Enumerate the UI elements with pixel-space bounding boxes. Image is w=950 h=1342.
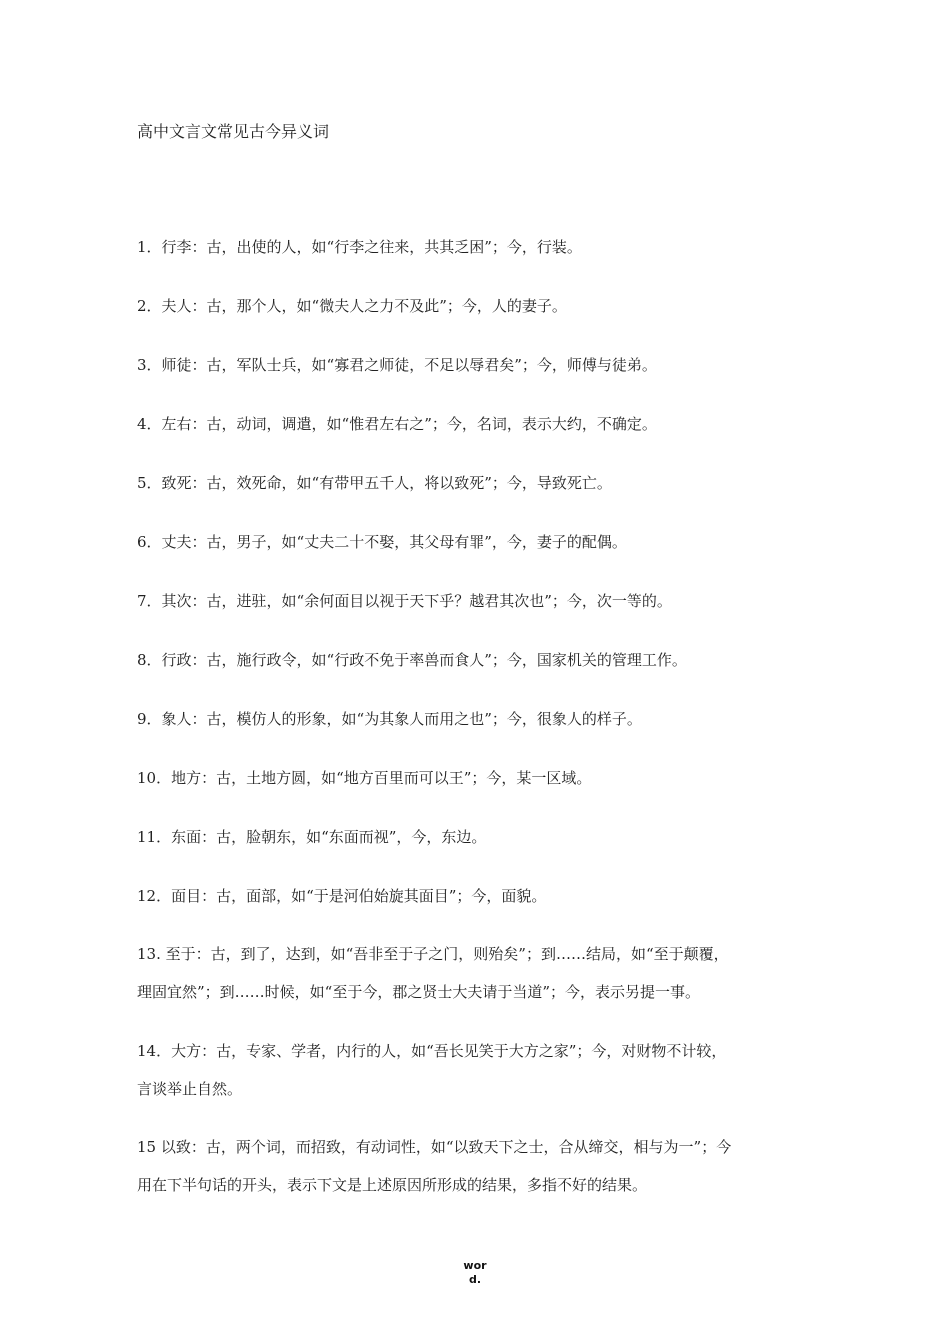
list-item <box>137 464 807 502</box>
entry-text-line: 5．致死：古，效死命，如“有带甲五千人，将以致死”；今，导致死亡。 <box>137 474 612 492</box>
list-item <box>137 818 807 856</box>
entry-text-line: 3．师徒：古，军队士兵，如“寡君之师徒，不足以辱君矣”；今，师傅与徒弟。 <box>137 356 657 374</box>
entry-text-line: 7．其次：古，进驻，如“余何面目以视于天下乎？越君其次也”；今，次一等的。 <box>137 592 672 610</box>
list-item <box>137 405 807 443</box>
list-item <box>137 346 807 384</box>
entry-text-line: 1．行李：古，出使的人，如“行李之往来，共其乏困”；今，行装。 <box>137 238 582 256</box>
footer-text-line-2: d. <box>468 1273 482 1286</box>
footer-text-line-1: wor <box>463 1259 487 1272</box>
entry-text-line: 12．面目：古，面部，如“于是河伯始旋其面目”；今，面貌。 <box>137 887 547 905</box>
list-item <box>137 700 807 738</box>
list-item <box>137 582 807 620</box>
entry-text-line: 8．行政：古，施行政令，如“行政不免于率兽而食人”；今，国家机关的管理工作。 <box>137 651 687 669</box>
entry-text-line: 用在下半句话的开头，表示下文是上述原因所形成的结果，多指不好的结果。 <box>137 1176 648 1194</box>
entry-text-line: 6．丈夫：古，男子，如“丈夫二十不娶，其父母有罪”，今，妻子的配偶。 <box>137 533 627 551</box>
list-item <box>137 641 807 679</box>
entry-text-line: 4．左右：古，动词，调遣，如“惟君左右之”；今，名词，表示大约，不确定。 <box>137 415 657 433</box>
entry-text-line: 9．象人：古，模仿人的形象，如“为其象人而用之也”；今，很象人的样子。 <box>137 710 642 728</box>
list-item <box>137 877 807 915</box>
entry-text-line: 14．大方：古，专家、学者，内行的人，如“吾长见笑于大方之家”；今，对财物不计较， <box>137 1042 727 1060</box>
entry-text-line: 15 以致：古，两个词，而招致，有动词性，如“以致天下之士，合从缔交，相与为一”；今 <box>137 1138 732 1156</box>
list-item <box>137 1032 807 1108</box>
list-item <box>137 287 807 325</box>
list-item <box>137 228 807 266</box>
page-title: 高中文言文常见古今异义词 <box>137 122 330 141</box>
entry-text-line: 言谈举止自然。 <box>137 1080 243 1098</box>
entry-text-line: 2．夫人：古，那个人，如“微夫人之力不及此”；今，人的妻子。 <box>137 297 567 315</box>
entry-text-line: 10．地方：古，土地方圆，如“地方百里而可以王”；今，某一区域。 <box>137 769 592 787</box>
entry-text-line: 13. 至于：古，到了，达到，如“吾非至于子之门，则殆矣”；到……结局，如“至于颠覆， <box>137 945 729 963</box>
list-item <box>137 1128 807 1204</box>
page-footer <box>0 1259 950 1287</box>
list-item <box>137 935 807 1011</box>
entry-text-line: 11．东面：古，脸朝东，如“东面而视”，今，东边。 <box>137 828 487 846</box>
list-item <box>137 759 807 797</box>
list-item <box>137 523 807 561</box>
entry-text-line: 理固宜然”；到……时候，如“至于今，郡之贤士大夫请于当道”；今，表示另提一事。 <box>137 983 701 1001</box>
